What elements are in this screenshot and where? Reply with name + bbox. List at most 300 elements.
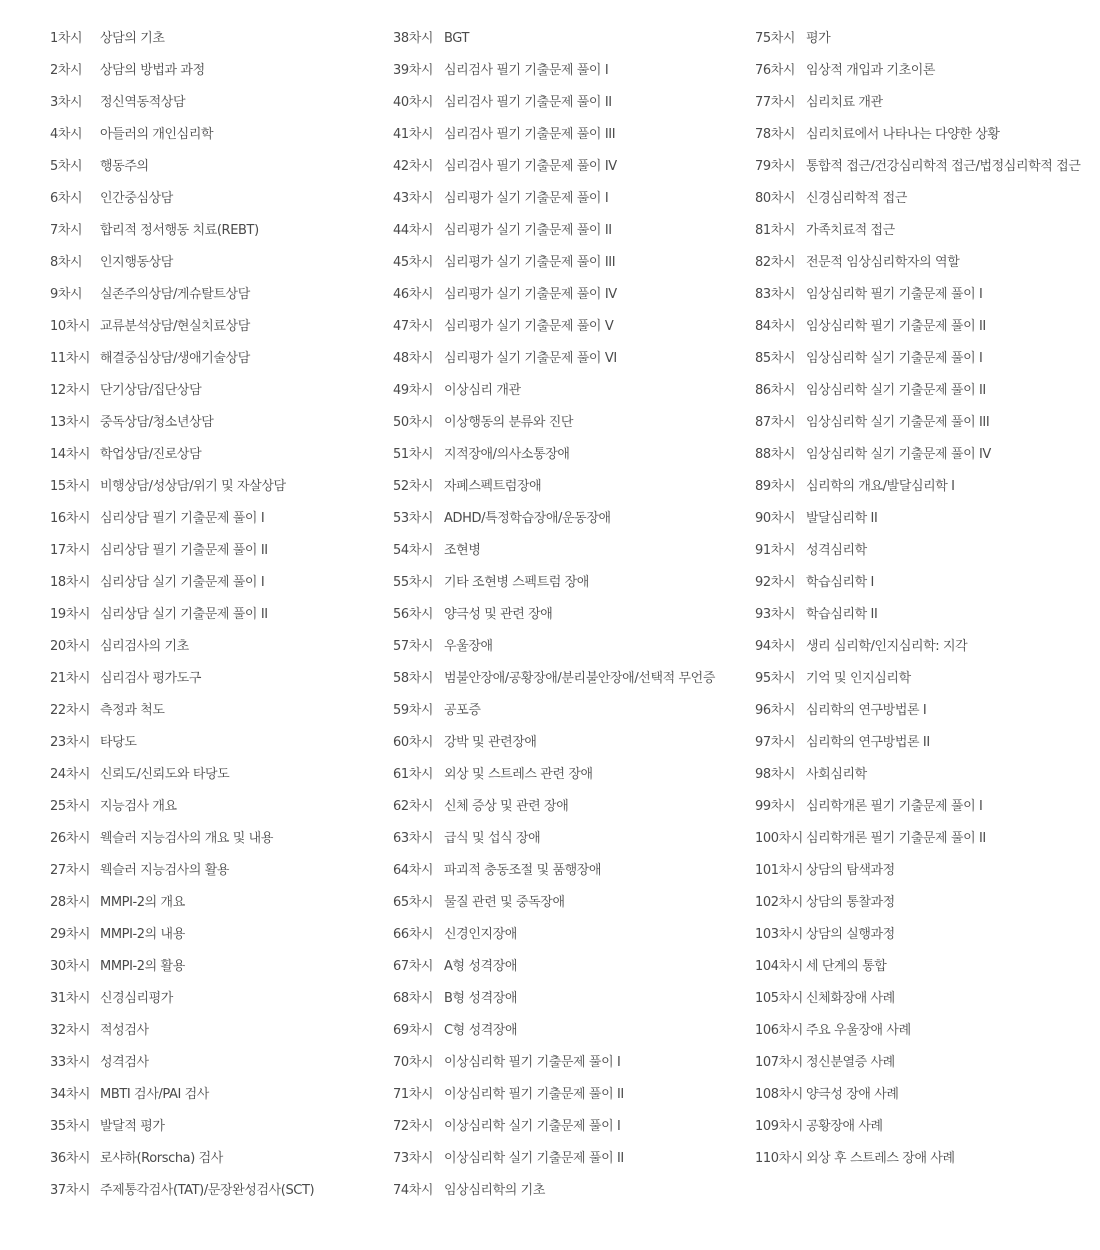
- lesson-title: 가족치료적 접근: [806, 223, 895, 238]
- lesson-item: [393, 1079, 743, 1111]
- lesson-item: [393, 791, 743, 823]
- lesson-title: 파괴적 충동조절 및 품행장애: [444, 863, 602, 878]
- lesson-number: 95차시: [755, 671, 796, 686]
- lesson-title: 이상심리학 필기 기출문제 풀이 I: [444, 1055, 621, 1070]
- lesson-title: 심리검사 평가도구: [100, 671, 201, 686]
- lesson-title: 주제통각검사(TAT)/문장완성검사(SCT): [100, 1183, 315, 1198]
- lesson-number: 50차시: [393, 415, 434, 430]
- lesson-item: [50, 567, 380, 599]
- lesson-item: [393, 599, 743, 631]
- lesson-number: 107차시: [755, 1055, 803, 1070]
- lesson-item: [50, 631, 380, 663]
- lesson-number: 20차시: [50, 639, 91, 654]
- lesson-title: 심리검사 필기 기출문제 풀이 II: [444, 95, 612, 110]
- lesson-number: 98차시: [755, 767, 796, 782]
- lesson-item: [755, 23, 1100, 55]
- lesson-item: [755, 823, 1100, 855]
- lesson-item: [50, 183, 380, 215]
- lesson-number: 100차시: [755, 831, 803, 846]
- lesson-number: 48차시: [393, 351, 434, 366]
- lesson-number: 73차시: [393, 1151, 434, 1166]
- lesson-title: 강박 및 관련장애: [444, 735, 537, 750]
- lesson-title: 임상심리학 실기 기출문제 풀이 II: [806, 383, 986, 398]
- lesson-title: 심리상담 실기 기출문제 풀이 I: [100, 575, 265, 590]
- lesson-title: 사회심리학: [806, 767, 867, 782]
- lesson-item: [755, 791, 1100, 823]
- lesson-item: [755, 1079, 1100, 1111]
- lesson-number: 5차시: [50, 159, 83, 174]
- lesson-item: [50, 151, 380, 183]
- lesson-item: [393, 1111, 743, 1143]
- lesson-number: 27차시: [50, 863, 91, 878]
- lesson-item: [393, 55, 743, 87]
- lesson-number: 26차시: [50, 831, 91, 846]
- lesson-number: 2차시: [50, 63, 83, 78]
- lesson-title: ADHD/특정학습장애/운동장애: [444, 511, 611, 526]
- lesson-title: 정신역동적상담: [100, 95, 186, 110]
- lesson-item: [393, 215, 743, 247]
- lesson-title: A형 성격장애: [444, 959, 518, 974]
- lesson-number: 16차시: [50, 511, 91, 526]
- lesson-item: [755, 279, 1100, 311]
- lesson-title: 심리학의 연구방법론 I: [806, 703, 927, 718]
- lesson-number: 29차시: [50, 927, 91, 942]
- lesson-item: [393, 119, 743, 151]
- lesson-number: 34차시: [50, 1087, 91, 1102]
- lesson-item: [755, 375, 1100, 407]
- lesson-item: [393, 631, 743, 663]
- lesson-item: [50, 375, 380, 407]
- lesson-item: [50, 823, 380, 855]
- lesson-item: [50, 983, 380, 1015]
- lesson-number: 99차시: [755, 799, 796, 814]
- lesson-title: 심리학개론 필기 기출문제 풀이 I: [806, 799, 983, 814]
- lesson-title: 신체 증상 및 관련 장애: [444, 799, 569, 814]
- lesson-number: 14차시: [50, 447, 91, 462]
- lesson-title: 자폐스펙트럼장애: [444, 479, 542, 494]
- lesson-item: [50, 87, 380, 119]
- lesson-title: 교류분석상담/현실치료상담: [100, 319, 250, 334]
- lesson-item: [50, 535, 380, 567]
- lesson-item: [393, 727, 743, 759]
- lesson-number: 103차시: [755, 927, 803, 942]
- lesson-title: 심리치료에서 나타나는 다양한 상황: [806, 127, 1000, 142]
- lesson-title: 심리상담 필기 기출문제 풀이 II: [100, 543, 268, 558]
- lesson-title: B형 성격장애: [444, 991, 518, 1006]
- lesson-number: 43차시: [393, 191, 434, 206]
- lesson-title: MMPI-2의 내용: [100, 927, 185, 942]
- lesson-item: [50, 855, 380, 887]
- lesson-title: 세 단계의 통합: [806, 959, 887, 974]
- lesson-number: 104차시: [755, 959, 803, 974]
- lesson-title: 단기상담/집단상담: [100, 383, 202, 398]
- lesson-number: 56차시: [393, 607, 434, 622]
- lesson-number: 105차시: [755, 991, 803, 1006]
- lesson-item: [755, 247, 1100, 279]
- lesson-number: 3차시: [50, 95, 83, 110]
- lesson-title: 이상행동의 분류와 진단: [444, 415, 574, 430]
- lesson-number: 32차시: [50, 1023, 91, 1038]
- lesson-item: [393, 567, 743, 599]
- lesson-number: 15차시: [50, 479, 91, 494]
- lesson-item: [755, 439, 1100, 471]
- lesson-item: [50, 1143, 380, 1175]
- lesson-item: [755, 727, 1100, 759]
- lesson-item: [755, 503, 1100, 535]
- lesson-number: 97차시: [755, 735, 796, 750]
- lesson-item: [755, 951, 1100, 983]
- lesson-title: 임상심리학 필기 기출문제 풀이 II: [806, 319, 986, 334]
- lesson-number: 76차시: [755, 63, 796, 78]
- lesson-title: 외상 및 스트레스 관련 장애: [444, 767, 593, 782]
- lesson-item: [755, 1015, 1100, 1047]
- lesson-number: 41차시: [393, 127, 434, 142]
- lesson-title: 임상심리학 실기 기출문제 풀이 I: [806, 351, 983, 366]
- lesson-title: 합리적 정서행동 치료(REBT): [100, 223, 259, 238]
- lesson-item: [393, 919, 743, 951]
- lesson-item: [755, 119, 1100, 151]
- lesson-title: 실존주의상담/게슈탈트상담: [100, 287, 250, 302]
- lesson-number: 110차시: [755, 1151, 803, 1166]
- lesson-title: 성격심리학: [806, 543, 867, 558]
- lesson-item: [393, 887, 743, 919]
- lesson-title: 인간중심상담: [100, 191, 173, 206]
- lesson-number: 67차시: [393, 959, 434, 974]
- lesson-item: [393, 343, 743, 375]
- lesson-title: 심리상담 필기 기출문제 풀이 I: [100, 511, 265, 526]
- lesson-number: 54차시: [393, 543, 434, 558]
- lesson-number: 65차시: [393, 895, 434, 910]
- lesson-number: 69차시: [393, 1023, 434, 1038]
- lesson-item: [755, 567, 1100, 599]
- lesson-item: [50, 791, 380, 823]
- lesson-item: [50, 1175, 380, 1207]
- lesson-title: 이상심리학 필기 기출문제 풀이 II: [444, 1087, 624, 1102]
- lesson-item: [50, 119, 380, 151]
- lesson-number: 13차시: [50, 415, 91, 430]
- lesson-title: 학업상담/진로상담: [100, 447, 202, 462]
- lesson-title: 조현병: [444, 543, 481, 558]
- lesson-title: 로샤하(Rorscha) 검사: [100, 1151, 223, 1166]
- lesson-number: 51차시: [393, 447, 434, 462]
- lesson-number: 96차시: [755, 703, 796, 718]
- lesson-number: 71차시: [393, 1087, 434, 1102]
- lesson-title: 범불안장애/공황장애/분리불안장애/선택적 무언증: [444, 671, 715, 686]
- lesson-number: 82차시: [755, 255, 796, 270]
- lesson-item: [393, 855, 743, 887]
- lesson-number: 106차시: [755, 1023, 803, 1038]
- lesson-item: [755, 311, 1100, 343]
- lesson-title: 상담의 실행과정: [806, 927, 895, 942]
- lesson-item: [755, 663, 1100, 695]
- lesson-item: [393, 823, 743, 855]
- lesson-title: 양극성 및 관련 장애: [444, 607, 553, 622]
- lesson-item: [755, 183, 1100, 215]
- lesson-item: [50, 407, 380, 439]
- lesson-title: MMPI-2의 개요: [100, 895, 185, 910]
- lesson-item: [755, 87, 1100, 119]
- lesson-title: 학습심리학 II: [806, 607, 878, 622]
- lesson-item: [755, 759, 1100, 791]
- lesson-title: 양극성 장애 사례: [806, 1087, 899, 1102]
- lesson-number: 86차시: [755, 383, 796, 398]
- lesson-number: 30차시: [50, 959, 91, 974]
- lesson-number: 22차시: [50, 703, 91, 718]
- lesson-item: [50, 215, 380, 247]
- lesson-item: [755, 1047, 1100, 1079]
- lesson-item: [393, 407, 743, 439]
- lesson-number: 78차시: [755, 127, 796, 142]
- lesson-number: 59차시: [393, 703, 434, 718]
- lesson-number: 63차시: [393, 831, 434, 846]
- lesson-item: [393, 663, 743, 695]
- lesson-item: [755, 151, 1100, 183]
- lesson-title: 인지행동상담: [100, 255, 173, 270]
- lesson-item: [755, 1111, 1100, 1143]
- lesson-item: [50, 247, 380, 279]
- lesson-number: 66차시: [393, 927, 434, 942]
- lesson-number: 94차시: [755, 639, 796, 654]
- lesson-title: 발달적 평가: [100, 1119, 165, 1134]
- lesson-item: [393, 759, 743, 791]
- lesson-title: 임상심리학 실기 기출문제 풀이 III: [806, 415, 990, 430]
- lesson-title: 이상심리 개관: [444, 383, 521, 398]
- lesson-item: [50, 695, 380, 727]
- lesson-number: 10차시: [50, 319, 91, 334]
- lesson-number: 57차시: [393, 639, 434, 654]
- lesson-number: 38차시: [393, 31, 434, 46]
- lesson-title: 비행상담/성상담/위기 및 자살상담: [100, 479, 286, 494]
- lesson-number: 109차시: [755, 1119, 803, 1134]
- lesson-number: 12차시: [50, 383, 91, 398]
- lesson-title: 공황장애 사례: [806, 1119, 883, 1134]
- lesson-number: 39차시: [393, 63, 434, 78]
- lesson-item: [393, 1143, 743, 1175]
- lesson-item: [393, 503, 743, 535]
- lesson-number: 11차시: [50, 351, 91, 366]
- lesson-title: 지적장애/의사소통장애: [444, 447, 570, 462]
- lesson-number: 18차시: [50, 575, 91, 590]
- lesson-item: [393, 535, 743, 567]
- lesson-item: [755, 343, 1100, 375]
- lesson-title: 중독상담/청소년상담: [100, 415, 214, 430]
- lesson-item: [393, 151, 743, 183]
- lesson-title: 이상심리학 실기 기출문제 풀이 II: [444, 1151, 624, 1166]
- lesson-title: MBTI 검사/PAI 검사: [100, 1087, 209, 1102]
- lesson-number: 21차시: [50, 671, 91, 686]
- lesson-number: 6차시: [50, 191, 83, 206]
- lesson-item: [755, 983, 1100, 1015]
- lesson-item: [393, 439, 743, 471]
- lesson-number: 64차시: [393, 863, 434, 878]
- lesson-title: 신체화장애 사례: [806, 991, 895, 1006]
- lesson-title: 적성검사: [100, 1023, 149, 1038]
- lesson-title: 신뢰도/신뢰도와 타당도: [100, 767, 230, 782]
- lesson-number: 8차시: [50, 255, 83, 270]
- lesson-title: 심리학의 개요/발달심리학 I: [806, 479, 955, 494]
- lesson-item: [755, 919, 1100, 951]
- lesson-number: 23차시: [50, 735, 91, 750]
- lesson-item: [50, 919, 380, 951]
- lesson-item: [755, 887, 1100, 919]
- lesson-title: 심리평가 실기 기출문제 풀이 V: [444, 319, 614, 334]
- lesson-item: [755, 407, 1100, 439]
- curriculum-column-1: [50, 23, 380, 1207]
- lesson-title: 심리검사 필기 기출문제 풀이 IV: [444, 159, 617, 174]
- lesson-title: 학습심리학 I: [806, 575, 874, 590]
- lesson-item: [50, 23, 380, 55]
- lesson-number: 72차시: [393, 1119, 434, 1134]
- lesson-item: [50, 599, 380, 631]
- lesson-number: 19차시: [50, 607, 91, 622]
- lesson-number: 74차시: [393, 1183, 434, 1198]
- lesson-number: 31차시: [50, 991, 91, 1006]
- lesson-item: [50, 663, 380, 695]
- lesson-number: 37차시: [50, 1183, 91, 1198]
- lesson-number: 79차시: [755, 159, 796, 174]
- lesson-item: [393, 311, 743, 343]
- lesson-item: [50, 727, 380, 759]
- lesson-item: [755, 1143, 1100, 1175]
- lesson-number: 90차시: [755, 511, 796, 526]
- lesson-item: [755, 599, 1100, 631]
- lesson-title: 상담의 통찰과정: [806, 895, 895, 910]
- lesson-item: [393, 183, 743, 215]
- lesson-title: 신경인지장애: [444, 927, 517, 942]
- lesson-item: [393, 247, 743, 279]
- lesson-number: 47차시: [393, 319, 434, 334]
- lesson-title: 심리검사의 기초: [100, 639, 189, 654]
- lesson-title: 정신분열증 사례: [806, 1055, 895, 1070]
- lesson-item: [50, 311, 380, 343]
- lesson-title: 물질 관련 및 중독장애: [444, 895, 565, 910]
- lesson-title: 지능검사 개요: [100, 799, 177, 814]
- lesson-item: [50, 951, 380, 983]
- lesson-title: 신경심리학적 접근: [806, 191, 907, 206]
- lesson-number: 25차시: [50, 799, 91, 814]
- lesson-number: 28차시: [50, 895, 91, 910]
- lesson-item: [393, 1175, 743, 1207]
- lesson-number: 4차시: [50, 127, 83, 142]
- lesson-number: 80차시: [755, 191, 796, 206]
- lesson-number: 101차시: [755, 863, 803, 878]
- lesson-item: [50, 1111, 380, 1143]
- lesson-title: 웩슬러 지능검사의 개요 및 내용: [100, 831, 273, 846]
- curriculum-column-3: [755, 23, 1100, 1175]
- lesson-number: 62차시: [393, 799, 434, 814]
- lesson-item: [393, 695, 743, 727]
- lesson-number: 75차시: [755, 31, 796, 46]
- lesson-item: [50, 55, 380, 87]
- lesson-item: [50, 1047, 380, 1079]
- lesson-title: 심리평가 실기 기출문제 풀이 III: [444, 255, 616, 270]
- lesson-title: 타당도: [100, 735, 137, 750]
- lesson-number: 108차시: [755, 1087, 803, 1102]
- lesson-number: 81차시: [755, 223, 796, 238]
- lesson-number: 33차시: [50, 1055, 91, 1070]
- lesson-title: 심리상담 실기 기출문제 풀이 II: [100, 607, 268, 622]
- lesson-item: [50, 343, 380, 375]
- lesson-item: [50, 759, 380, 791]
- lesson-number: 42차시: [393, 159, 434, 174]
- lesson-number: 17차시: [50, 543, 91, 558]
- lesson-item: [50, 887, 380, 919]
- lesson-number: 40차시: [393, 95, 434, 110]
- lesson-item: [50, 1079, 380, 1111]
- lesson-title: 임상심리학 필기 기출문제 풀이 I: [806, 287, 983, 302]
- lesson-title: 우울장애: [444, 639, 493, 654]
- lesson-item: [755, 535, 1100, 567]
- lesson-item: [755, 471, 1100, 503]
- lesson-number: 91차시: [755, 543, 796, 558]
- lesson-title: 공포증: [444, 703, 481, 718]
- lesson-number: 1차시: [50, 31, 83, 46]
- lesson-title: 주요 우울장애 사례: [806, 1023, 911, 1038]
- lesson-number: 9차시: [50, 287, 83, 302]
- lesson-item: [50, 279, 380, 311]
- lesson-item: [393, 951, 743, 983]
- lesson-number: 89차시: [755, 479, 796, 494]
- lesson-title: 이상심리학 실기 기출문제 풀이 I: [444, 1119, 621, 1134]
- lesson-title: 통합적 접근/건강심리학적 접근/법정심리학적 접근: [806, 159, 1081, 174]
- lesson-title: MMPI-2의 활용: [100, 959, 185, 974]
- lesson-title: 전문적 임상심리학자의 역할: [806, 255, 960, 270]
- lesson-item: [755, 631, 1100, 663]
- lesson-number: 36차시: [50, 1151, 91, 1166]
- lesson-item: [393, 1015, 743, 1047]
- lesson-item: [393, 1047, 743, 1079]
- lesson-number: 49차시: [393, 383, 434, 398]
- lesson-title: 임상심리학의 기초: [444, 1183, 545, 1198]
- lesson-number: 60차시: [393, 735, 434, 750]
- lesson-title: 해결중심상담/생애기술상담: [100, 351, 250, 366]
- lesson-number: 70차시: [393, 1055, 434, 1070]
- lesson-number: 77차시: [755, 95, 796, 110]
- lesson-title: 외상 후 스트레스 장애 사례: [806, 1151, 955, 1166]
- lesson-title: 임상적 개입과 기초이론: [806, 63, 936, 78]
- lesson-title: 심리검사 필기 기출문제 풀이 I: [444, 63, 609, 78]
- lesson-title: 상담의 탐색과정: [806, 863, 895, 878]
- lesson-title: 심리치료 개관: [806, 95, 883, 110]
- lesson-number: 68차시: [393, 991, 434, 1006]
- lesson-number: 83차시: [755, 287, 796, 302]
- lesson-item: [50, 471, 380, 503]
- lesson-title: 심리학의 연구방법론 II: [806, 735, 930, 750]
- lesson-item: [393, 23, 743, 55]
- lesson-item: [393, 279, 743, 311]
- lesson-number: 84차시: [755, 319, 796, 334]
- lesson-title: 급식 및 섭식 장애: [444, 831, 541, 846]
- lesson-item: [393, 375, 743, 407]
- lesson-item: [755, 215, 1100, 247]
- lesson-number: 53차시: [393, 511, 434, 526]
- lesson-number: 35차시: [50, 1119, 91, 1134]
- lesson-title: 심리평가 실기 기출문제 풀이 VI: [444, 351, 617, 366]
- lesson-title: 행동주의: [100, 159, 149, 174]
- lesson-title: 심리평가 실기 기출문제 풀이 I: [444, 191, 609, 206]
- lesson-item: [393, 87, 743, 119]
- lesson-title: 심리평가 실기 기출문제 풀이 II: [444, 223, 612, 238]
- lesson-number: 7차시: [50, 223, 83, 238]
- lesson-number: 85차시: [755, 351, 796, 366]
- lesson-title: 평가: [806, 31, 831, 46]
- lesson-item: [50, 503, 380, 535]
- lesson-number: 92차시: [755, 575, 796, 590]
- lesson-number: 55차시: [393, 575, 434, 590]
- lesson-title: C형 성격장애: [444, 1023, 518, 1038]
- lesson-title: 웩슬러 지능검사의 활용: [100, 863, 230, 878]
- lesson-title: 성격검사: [100, 1055, 149, 1070]
